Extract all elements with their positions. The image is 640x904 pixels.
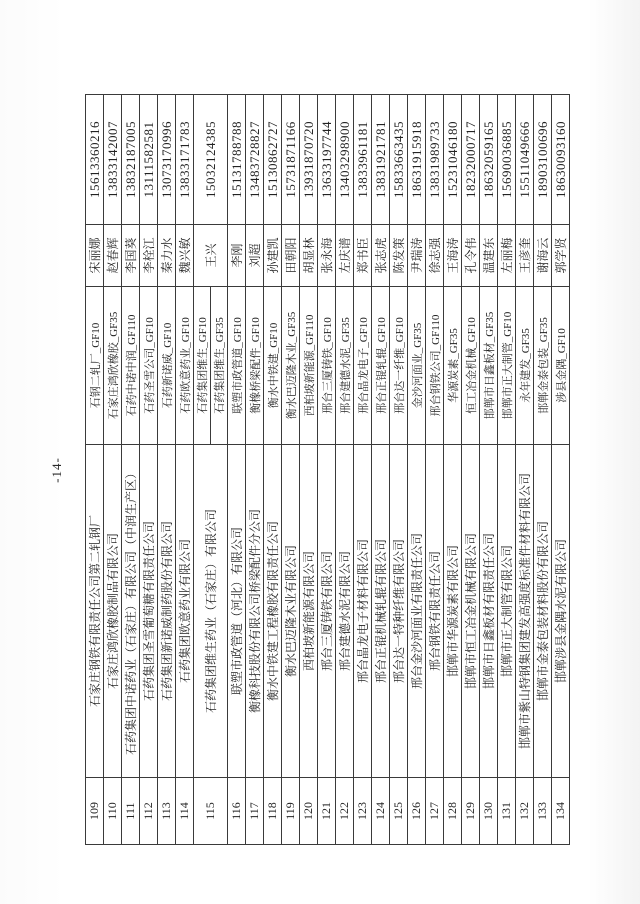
company-cell: 石药集团维生药业（石家庄）有限公司 <box>194 445 228 778</box>
table-row <box>264 95 282 845</box>
row-number-cell: 131 <box>498 778 516 845</box>
row-number-cell: 111 <box>122 778 140 845</box>
company-cell: 邢台晶龙电子材料有限公司 <box>354 445 372 778</box>
table-row <box>552 95 570 845</box>
product-cell: 衡水中铁建_GF10 <box>264 287 282 445</box>
product-cell: 永年建发_GF35 <box>516 287 534 445</box>
table-row <box>140 95 158 845</box>
company-cell: 石药集团中诺药业（石家庄）有限公司（中润生产区） <box>122 445 140 778</box>
row-number-cell: 115 <box>194 778 228 845</box>
phone-cell: 13831921781 <box>372 95 390 225</box>
product-cell: 衡橡桥梁配件_GF10 <box>246 287 264 445</box>
table-row <box>300 95 318 845</box>
company-cell: 邯郸涉县金隅水泥有限公司 <box>552 445 570 778</box>
phone-cell: 15613360216 <box>86 95 104 225</box>
rotated-table-layer <box>49 95 568 845</box>
table-row <box>426 95 444 845</box>
product-cell: 石家庄鸿欣橡胶_GF35 <box>104 287 122 445</box>
phone-cell: 15511049666 <box>516 95 534 225</box>
contact-cell: 徐志强 <box>426 225 444 287</box>
table-row <box>480 95 498 845</box>
table-row <box>122 95 140 845</box>
product-cell: 涉县金隅_GF10 <box>552 287 570 445</box>
phone-cell: 18232000717 <box>462 95 480 225</box>
company-cell: 石药集团欧意药业有限公司 <box>176 445 194 778</box>
row-number-cell: 130 <box>480 778 498 845</box>
product-cell: 石药圣雪公司_GF10 <box>140 287 158 445</box>
contact-cell: 尹瑞涛 <box>408 225 426 287</box>
row-number-cell: 129 <box>462 778 480 845</box>
phone-cell: 13833961181 <box>354 95 372 225</box>
phone-cell: 13073170996 <box>158 95 176 225</box>
contact-cell: 陈发策 <box>390 225 408 287</box>
phone-cell: 18631915918 <box>408 95 426 225</box>
row-number-cell: 114 <box>176 778 194 845</box>
row-number-cell: 113 <box>158 778 176 845</box>
table-body <box>86 95 570 845</box>
product-cell: 西柏坡新能源_GF110 <box>300 287 318 445</box>
contact-cell: 张志虎 <box>372 225 390 287</box>
row-number-cell: 118 <box>264 778 282 845</box>
contact-cell: 郑书臣 <box>354 225 372 287</box>
company-cell: 邯郸市紫山特钢集团建发高强度标准件材料有限公司 <box>516 445 534 778</box>
company-cell: 邢台钢铁有限责任公司 <box>426 445 444 778</box>
phone-cell: 13633197744 <box>318 95 336 225</box>
product-cell: 石钢二轧厂_GF10 <box>86 287 104 445</box>
product-cell: 金沙河面业_GF35 <box>408 287 426 445</box>
product-cell: 邢台钢铁公司_GF110 <box>426 287 444 445</box>
product-cell: 石药欧意药业_GF10 <box>176 287 194 445</box>
contact-cell: 温建东 <box>480 225 498 287</box>
contact-cell: 李栓江 <box>140 225 158 287</box>
product-cell: 恒工冶金机械_GF10 <box>462 287 480 445</box>
contact-cell: 郭学贤 <box>552 225 570 287</box>
row-number-cell: 133 <box>534 778 552 845</box>
page-number: -14- <box>49 457 64 483</box>
company-cell: 衡水中铁建工程橡胶有限责任公司 <box>264 445 282 778</box>
row-number-cell: 121 <box>318 778 336 845</box>
row-number-cell: 109 <box>86 778 104 845</box>
row-number-cell: 126 <box>408 778 426 845</box>
company-cell: 邢台正锟机械轧辊有限公司 <box>372 445 390 778</box>
contact-cell: 宋丽娜 <box>86 225 104 287</box>
phone-cell: 13403298900 <box>336 95 354 225</box>
phone-cell: 15833663435 <box>390 95 408 225</box>
contact-cell: 赵春辉 <box>104 225 122 287</box>
row-number-cell: 125 <box>390 778 408 845</box>
table-row <box>534 95 552 845</box>
phone-cell: 18630093160 <box>552 95 570 225</box>
contact-cell: 王彦奎 <box>516 225 534 287</box>
table-row <box>176 95 194 845</box>
company-cell: 邯郸市日鑫板材有限责任公司 <box>480 445 498 778</box>
row-number-cell: 127 <box>426 778 444 845</box>
phone-cell: 13931870720 <box>300 95 318 225</box>
product-cell: 邢台三厦铸铁_GF10 <box>318 287 336 445</box>
phone-cell: 18903100696 <box>534 95 552 225</box>
product-cell: 华源炭素_GF35 <box>444 287 462 445</box>
phone-cell: 15690036885 <box>498 95 516 225</box>
contact-cell: 左庆谱 <box>336 225 354 287</box>
company-cell: 西柏坡新能源有限公司 <box>300 445 318 778</box>
company-cell: 衡橡科技股份有限公司桥梁配件分公司 <box>246 445 264 778</box>
phone-cell: 15731871166 <box>282 95 300 225</box>
company-cell: 邢台三厦铸铁有限公司 <box>318 445 336 778</box>
company-cell: 衡水巴迈隆木业有限公司 <box>282 445 300 778</box>
table-row <box>104 95 122 845</box>
product-cell: 邯郸市日鑫板材_GF35 <box>480 287 498 445</box>
contact-cell: 王兴 <box>194 225 228 287</box>
table-row <box>444 95 462 845</box>
table-row <box>246 95 264 845</box>
table-row <box>390 95 408 845</box>
table-row <box>228 95 246 845</box>
contact-cell: 孔令伟 <box>462 225 480 287</box>
phone-cell: 13831989733 <box>426 95 444 225</box>
company-cell: 邢台达一特种纤维有限公司 <box>390 445 408 778</box>
company-cell: 石药集团圣雪葡萄糖有限责任公司 <box>140 445 158 778</box>
contact-cell: 李刚 <box>228 225 246 287</box>
company-cell: 石家庄钢铁有限责任公司第二轧钢厂 <box>86 445 104 778</box>
phone-cell: 13832187005 <box>122 95 140 225</box>
company-cell: 邯郸市正大制管有限公司 <box>498 445 516 778</box>
row-number-cell: 112 <box>140 778 158 845</box>
contact-cell: 孙建凯 <box>264 225 282 287</box>
phone-cell: 18632059165 <box>480 95 498 225</box>
company-cell: 邯郸市华源炭素有限公司 <box>444 445 462 778</box>
table-row <box>318 95 336 845</box>
row-number-cell: 122 <box>336 778 354 845</box>
table-row <box>498 95 516 845</box>
phone-cell: 15130862727 <box>264 95 282 225</box>
product-cell: 邯郸市正大制管_GF10 <box>498 287 516 445</box>
phone-cell: 15231046180 <box>444 95 462 225</box>
table-row <box>282 95 300 845</box>
company-cell: 联塑市政管道（河北）有限公司 <box>228 445 246 778</box>
contact-cell: 刘超 <box>246 225 264 287</box>
row-number-cell: 117 <box>246 778 264 845</box>
company-cell: 石家庄鸿欣橡胶制品有限公司 <box>104 445 122 778</box>
company-cell: 邢台建德水泥有限公司 <box>336 445 354 778</box>
row-number-cell: 123 <box>354 778 372 845</box>
phone-cell: 15131788788 <box>228 95 246 225</box>
product-cell: 石药中诺中润_GF110 <box>122 287 140 445</box>
table-row <box>336 95 354 845</box>
product-cell: 邢台正锟轧辊_GF10 <box>372 287 390 445</box>
company-cell: 邯郸市恒工冶金机械有限公司 <box>462 445 480 778</box>
row-number-cell: 124 <box>372 778 390 845</box>
row-number-cell: 128 <box>444 778 462 845</box>
contact-cell: 张永海 <box>318 225 336 287</box>
company-cell: 邢台金沙河面业有限责任公司 <box>408 445 426 778</box>
company-cell: 邯郸市金泰包装材料股份有限公司 <box>534 445 552 778</box>
row-number-cell: 120 <box>300 778 318 845</box>
contact-cell: 李国葵 <box>122 225 140 287</box>
contact-cell: 魏兴敏 <box>176 225 194 287</box>
contact-cell: 王海涛 <box>444 225 462 287</box>
contact-cell: 左丽梅 <box>498 225 516 287</box>
table-row <box>194 95 211 845</box>
row-number-cell: 119 <box>282 778 300 845</box>
row-number-cell: 110 <box>104 778 122 845</box>
table-row <box>86 95 104 845</box>
product-cell: 邢台晶龙电子_GF10 <box>354 287 372 445</box>
product-cell: 邯郸金泰包装_GF35 <box>534 287 552 445</box>
product-cell: 石药集团维生_GF10 <box>194 287 211 445</box>
supplier-contact-table <box>85 94 570 845</box>
phone-cell: 13111582581 <box>140 95 158 225</box>
table-row <box>516 95 534 845</box>
contact-cell: 田朝阳 <box>282 225 300 287</box>
table-row <box>408 95 426 845</box>
product-cell: 邢台达一纤维_GF10 <box>390 287 408 445</box>
company-cell: 石药集团新诺威制药股份有限公司 <box>158 445 176 778</box>
product-cell: 邢台建德水泥_GF35 <box>336 287 354 445</box>
product-cell: 石药新诺威_GF10 <box>158 287 176 445</box>
row-number-cell: 134 <box>552 778 570 845</box>
phone-cell: 15032124385 <box>194 95 228 225</box>
contact-cell: 谢海云 <box>534 225 552 287</box>
phone-cell: 13833171783 <box>176 95 194 225</box>
product-cell: 衡水巴迈隆木业_GF35 <box>282 287 300 445</box>
table-row <box>372 95 390 845</box>
product-cell: 石药集团维生_GF35 <box>211 287 228 445</box>
product-cell: 联塑市政管道_GF10 <box>228 287 246 445</box>
phone-cell: 13833142007 <box>104 95 122 225</box>
contact-cell: 秦力水 <box>158 225 176 287</box>
phone-cell: 13483728827 <box>246 95 264 225</box>
row-number-cell: 116 <box>228 778 246 845</box>
row-number-cell: 132 <box>516 778 534 845</box>
table-row <box>354 95 372 845</box>
table-row <box>158 95 176 845</box>
contact-cell: 胡显林 <box>300 225 318 287</box>
table-row <box>462 95 480 845</box>
